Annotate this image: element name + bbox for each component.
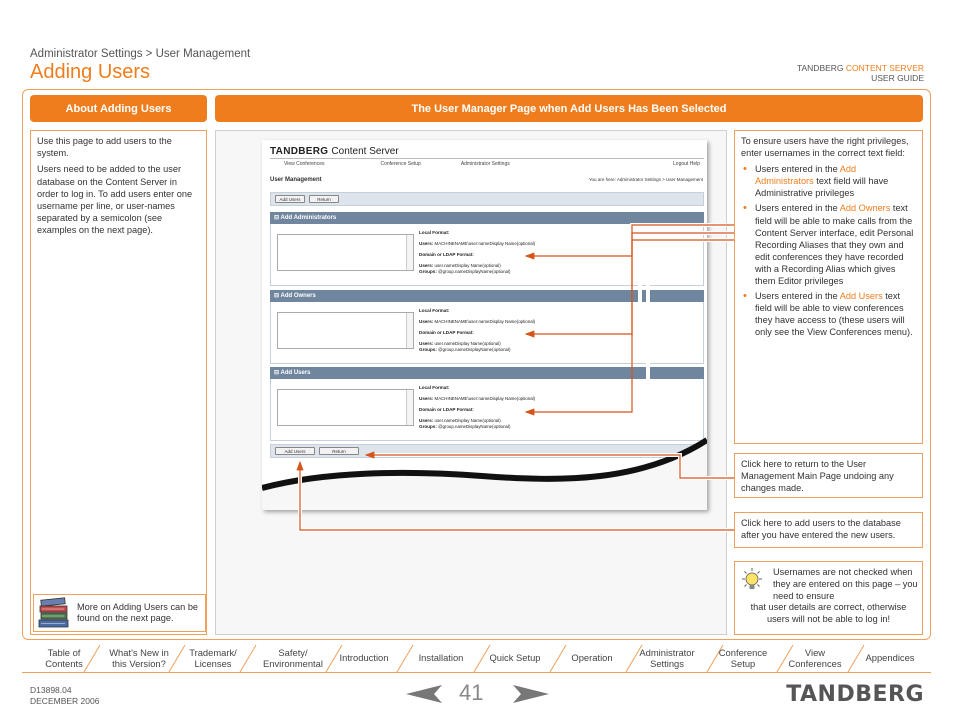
section-add-owners: ⊟ Add Owners <box>270 290 704 302</box>
tab-trademark[interactable]: Trademark/ Licenses <box>189 646 237 669</box>
admins-textarea[interactable] <box>277 234 414 271</box>
bullet-add-administrators: • Users entered in the Add Administrators text field will have Administrative privileges <box>741 163 916 199</box>
tab-conference-setup[interactable]: Conference Setup <box>718 646 768 669</box>
section-add-administrators: ⊟ Add Administrators <box>270 212 704 224</box>
brand-label: TANDBERG CONTENT SERVER USER GUIDE <box>796 63 924 83</box>
tab-introduction[interactable]: Introduction <box>339 652 389 664</box>
more-info-text: More on Adding Users can be found on the next page. <box>77 601 199 623</box>
section-body-owners: Local Format: Users: MACHINENAME\user:nameDisplay Name(optional) Domain or LDAP Format: Users: user.nameDisplay Name(optional) Groups: @group.nameDisplayName(optional) <box>270 302 704 364</box>
tip-panel <box>734 561 923 635</box>
return-button[interactable]: Return <box>319 447 359 455</box>
user-manager-screenshot <box>262 140 707 510</box>
page-curl <box>262 430 707 510</box>
page-number: 41 <box>459 680 484 705</box>
about-heading: About Adding Users <box>30 95 207 122</box>
footer-logo: TANDBERG <box>786 682 924 707</box>
top-button-bar <box>270 192 704 206</box>
about-para-2: Users need to be added to the user database on the Content Server in order to log in. To add users enter one username per line, or user-names separated by a semicolon (see examples on the next page). <box>37 164 193 236</box>
users-textarea[interactable] <box>277 389 414 426</box>
page-title: Adding Users <box>30 61 151 83</box>
next-page-arrow-icon[interactable] <box>513 685 549 703</box>
tab-administrator-settings[interactable]: Administrator Settings <box>639 646 695 669</box>
return-callout: Click here to return to the User Management Main Page undoing any changes made. <box>734 453 923 498</box>
document-number: D13898.04 DECEMBER 2006 <box>30 685 100 706</box>
screenshot-nav: View Conferences Conference Setup Administrator Settings Logout Help <box>270 158 704 168</box>
about-panel <box>30 130 207 635</box>
tab-operation[interactable]: Operation <box>571 652 613 664</box>
screenshot-location: You are here: Administrator Settings > User Management <box>588 177 703 182</box>
tab-quick-setup[interactable]: Quick Setup <box>489 652 541 664</box>
tab-view-conferences[interactable]: View Conferences <box>788 646 842 669</box>
tip-text-2: that user details are correct, otherwise users will not be able to log in! <box>750 602 907 625</box>
tip-text-1: Usernames are not checked when they are entered on this page – you need to ensure <box>773 567 918 601</box>
section-add-users: ⊟ Add Users <box>270 367 704 379</box>
privileges-intro: To ensure users have the right privileges, enter usernames in the correct text field: <box>741 136 909 159</box>
tab-table-of-contents[interactable]: Table of Contents <box>45 646 83 669</box>
owners-textarea[interactable] <box>277 312 414 349</box>
about-para-1: Use this page to add users to the system. <box>37 136 172 159</box>
previous-page-arrow-icon[interactable] <box>406 685 442 703</box>
bullet-add-users: • Users entered in the Add Users text field will be able to view conferences they have access to (these users will only see the View Conferences menu). <box>741 290 916 338</box>
screenshot-page-title: User Management <box>270 177 322 183</box>
breadcrumb: Administrator Settings > User Management <box>30 48 251 60</box>
more-info-link[interactable] <box>33 594 206 632</box>
screenshot-logo: TANDBERG Content Server <box>270 146 399 157</box>
bullet-add-owners: • Users entered in the Add Owners text field will be able to make calls from the Content Server interface, edit Personal Recording Aliases that they own and edit conferences they have recorded with a Recording Alias which gives them Editor privileges <box>741 202 916 287</box>
privileges-panel <box>734 130 923 444</box>
top-add-users-button[interactable]: Add Users <box>275 195 305 203</box>
section-body-users: Local Format: Users: MACHINENAME\user:nameDisplay Name(optional) Domain or LDAP Format: Users: user.nameDisplay Name(optional) Groups: @group.nameDisplayName(optional) <box>270 379 704 441</box>
tab-whats-new[interactable]: What's New in this Version? <box>109 646 169 669</box>
section-body-admins: Local Format: Users: MACHINENAME\user:nameDisplay Name(optional) Domain or LDAP Format: Users: user.nameDisplay Name(optional) Groups: @group.nameDisplayName(optional) <box>270 224 704 286</box>
tab-appendices[interactable]: Appendices <box>865 652 915 664</box>
top-return-button[interactable]: Return <box>309 195 339 203</box>
tab-installation[interactable]: Installation <box>418 652 464 664</box>
add-callout: Click here to add users to the database after you have entered the new users. <box>734 512 923 548</box>
screenshot-heading: The User Manager Page when Add Users Has Been Selected <box>215 95 923 122</box>
tab-safety[interactable]: Safety/ Environmental <box>263 646 323 669</box>
add-users-button[interactable]: Add Users <box>275 447 315 455</box>
books-icon <box>38 597 71 629</box>
